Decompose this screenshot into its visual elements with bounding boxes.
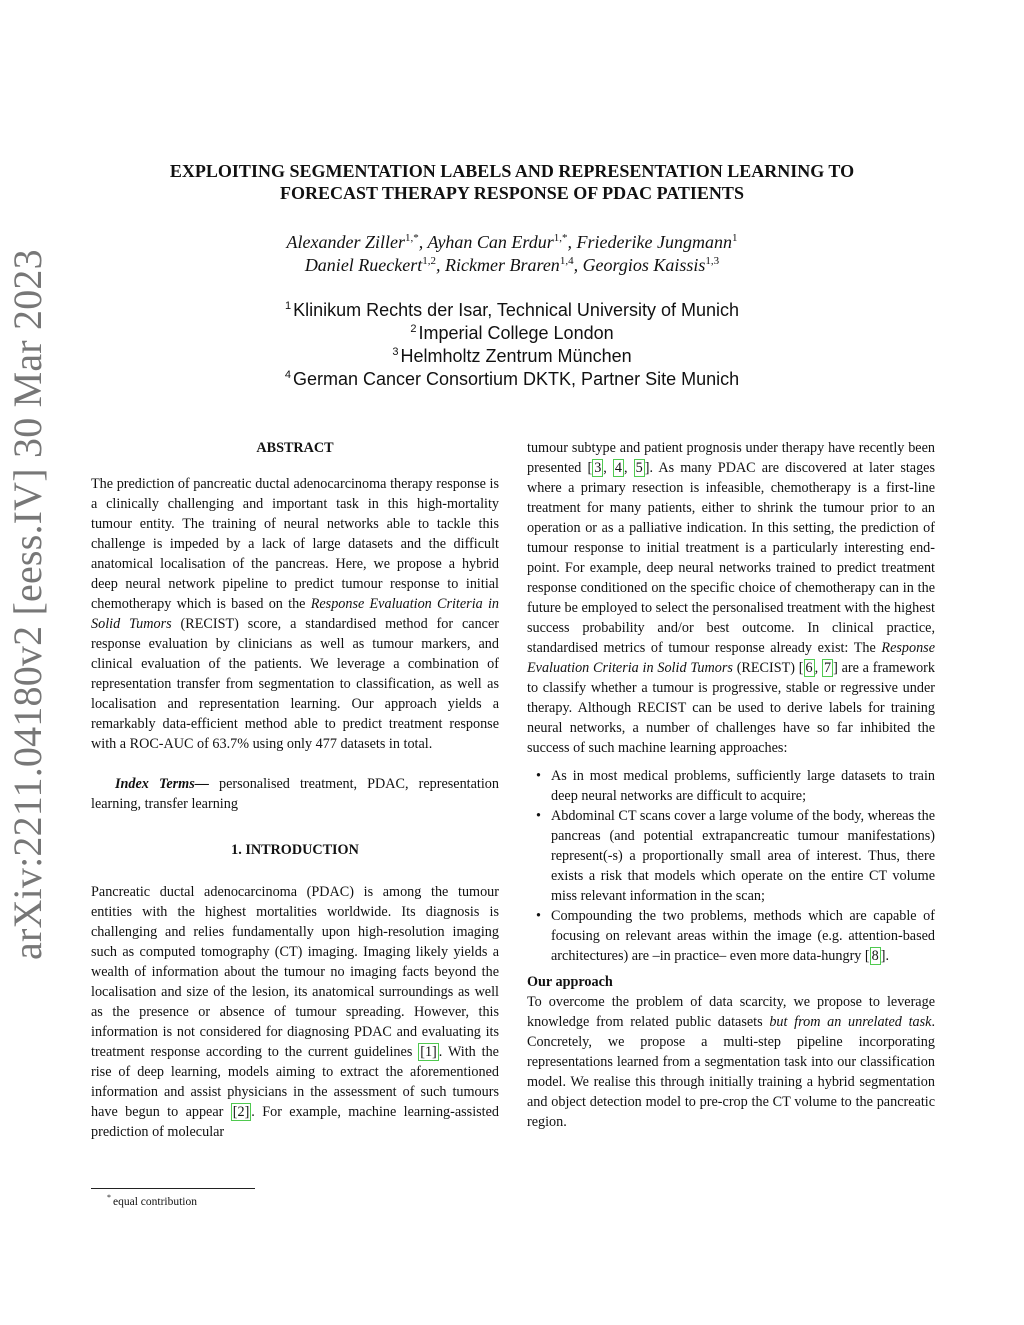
abstract-heading: ABSTRACT — [256, 440, 334, 456]
author-list — [100, 231, 924, 277]
author-affil-mark: 1,* — [553, 232, 568, 244]
abstract-italic-term: Response Evaluation Criteria in Solid Tumors — [91, 596, 499, 632]
index-terms-text: personalised treatment, PDAC, representation learning, transfer learning — [91, 776, 499, 812]
footnote-divider — [91, 1188, 255, 1189]
body-italic-term: Response Evaluation Criteria in Solid Tumors — [527, 640, 935, 676]
affiliation-text: Klinikum Rechts der Isar, Technical University of Munich — [293, 300, 739, 320]
affiliation-text: Helmholtz Zentrum München — [400, 346, 632, 366]
author-name: Alexander Ziller — [286, 232, 405, 252]
affiliation-item — [100, 368, 924, 391]
footnote-text: equal contribution — [113, 1196, 197, 1208]
citation-link[interactable]: 7 — [823, 660, 832, 676]
abstract-text-part: The prediction of pancreatic ductal adenocarcinoma therapy response is a clinically challenging and important task in this high-mortality tumour entity. The training of neural networks able to tackle this challenge is impeded by a lack of large datasets and the difficult anatomical localisation of the pancreas. Here, we propose a hybrid deep neural network pipeline to predict tumour response to initial chemotherapy which is based on the — [91, 476, 499, 612]
body-text-part: tumour subtype and patient prognosis under therapy have recently been presented [ — [527, 440, 935, 476]
index-terms-label: Index Terms— — [115, 776, 209, 792]
intro-text-part: . With the rise of deep learning, models aiming to extract the aforementioned information and assist physicians in the assessment of such tumours have begun to appear — [91, 1044, 499, 1120]
approach-italic-term: but from an unrelated task — [769, 1014, 932, 1030]
citation-link[interactable]: [2] — [232, 1104, 250, 1120]
index-terms — [91, 774, 499, 814]
affiliation-text: German Cancer Consortium DKTK, Partner Site Munich — [292, 369, 740, 389]
citation-link[interactable]: 6 — [805, 660, 813, 676]
author-line-2: Daniel Rueckert$^{1,2}$, Rickmer Braren$^{1,4}$, Georgios Kaissis$^{1,3}$ — [304, 255, 720, 275]
affiliation-number: 2 — [410, 323, 417, 335]
citation-link[interactable]: [1] — [420, 1044, 437, 1060]
citation-separator: , — [624, 460, 634, 476]
list-item — [527, 906, 935, 966]
list-item-text: Compounding the two problems, methods which are capable of focusing on relevant areas within the image (e.g. attention-based architectures) are –in practice– even more data-hungry [ — [551, 908, 935, 964]
introduction-body — [91, 882, 499, 1142]
author-name: Rickmer Braren — [445, 255, 560, 275]
author-affil-mark: 1,3 — [705, 255, 720, 267]
challenge-list — [527, 766, 935, 966]
body-text-part: ]. As many PDAC are discovered at later stages where a primary resection is infeasible, chemotherapy is a first-line treatment for many patients, either to shrink the tumour prior to an operation or as a palliative indication. In this setting, the prediction of tumour response to initial treatment is a particularly interesting end-point. For example, deep neural networks trained to predict treatment response conditioned on the specific choice of chemotherapy can in the future be employed to select the personalised treatment with the highest success probability and/or best outcome. In clinical practice, standardised metrics of tumour response already exist: The — [527, 460, 935, 656]
body-text-part: (RECIST) [ — [732, 660, 804, 676]
right-column-body — [527, 438, 935, 758]
affiliation-text: Imperial College London — [418, 323, 614, 343]
approach-body — [527, 992, 935, 1132]
citation-link[interactable]: 3 — [594, 460, 602, 476]
citation-separator: , — [814, 660, 822, 676]
left-column — [91, 438, 499, 1142]
author-affil-mark: 1,4 — [559, 255, 574, 267]
intro-text-part: . For example, machine learning-assisted prediction of molecular — [91, 1104, 499, 1140]
author-affil-mark: 1,* — [405, 232, 419, 244]
title-line-1: EXPLOITING SEGMENTATION LABELS AND REPRESENTATION LEARNING TO — [169, 161, 855, 181]
footnote-mark: * — [107, 1193, 111, 1203]
body-text-part: ] are a framework to classify whether a tumour is progressive, stable or regressive under therapy. Although RECIST can be used to derive labels for training neural networks, a number of challenges have so far inhibited the success of such machine learning approaches: — [527, 660, 935, 756]
author-name: Friederike Jungmann — [576, 232, 732, 252]
citation-link[interactable]: 8 — [871, 948, 879, 964]
footnote — [107, 1195, 197, 1209]
affiliation-item — [100, 322, 924, 345]
arxiv-identifier: arXiv:2211.04180v2 [eess.IV] 30 Mar 2023 — [5, 249, 50, 960]
list-item-text: ]. — [880, 948, 890, 964]
introduction-heading: 1. INTRODUCTION — [231, 842, 359, 858]
author-name: Ayhan Can Erdur — [427, 232, 554, 252]
author-name: Daniel Rueckert — [304, 255, 423, 275]
list-item: • As in most medical problems, sufficiently large datasets to train deep neural networks are difficult to acquire; — [527, 766, 935, 806]
approach-text-part: To overcome the problem of data scarcity, we propose to leverage knowledge from related public datasets — [527, 994, 935, 1030]
intro-text-part: Pancreatic ductal adenocarcinoma (PDAC) is among the tumour entities with the highest mortalities worldwide. Its diagnosis is challenging and relies fundamentally upon high-resolution imaging such as computed tomography (CT) imaging. Imaging likely yields a wealth of information about the tumour no imaging facts beyond the localisation and size of the lesion, its anatomical surroundings as well as the presence or absence of tumour spreading. However, this information is not considered for diagnosing PDAC and evaluating its treatment response according to the current guidelines — [91, 884, 499, 1060]
affiliation-number: 1 — [285, 300, 292, 312]
paper-title — [100, 160, 924, 204]
approach-text-part: . Concretely, we propose a multi-step pipeline incorporating representations learned from a segmentation task into our classification model. We realise this through initially training a hybrid segmentation and object detection model to pre-crop the CT volume to the pancreatic region. — [527, 1014, 935, 1130]
right-column — [527, 438, 935, 1132]
affiliation-number: 3 — [392, 346, 399, 358]
abstract-text-part: (RECIST) score, a standardised method for cancer response evaluation by clinicians as well as tumour markers, and clinical evaluation of the patients. We leverage a combination of representation transfer from segmentation to classification, as well as localisation and representation learning. Our approach yields a remarkably data-efficient method able to predict treatment response with a ROC-AUC of 63.7% using only 477 datasets in total. — [91, 616, 499, 752]
affiliation-number: 4 — [284, 369, 291, 381]
abstract-body — [91, 474, 499, 754]
title-line-2: FORECAST THERAPY RESPONSE OF PDAC PATIENTS — [280, 183, 744, 203]
list-item: • Abdominal CT scans cover a large volume of the body, whereas the pancreas (and potential extrapancreatic tumour manifestations) represent(-s) a proportionally small area of interest. Thus, there exists a risk that models which operate on the entire CT volume miss relevant information in the scan; — [527, 806, 935, 906]
citation-link[interactable]: 5 — [635, 460, 643, 476]
affiliation-item — [100, 299, 924, 322]
affiliation-item — [100, 345, 924, 368]
affiliation-list — [100, 299, 924, 391]
citation-link[interactable]: 4 — [614, 460, 623, 476]
approach-heading: Our approach — [527, 974, 613, 990]
author-name: Georgios Kaissis — [582, 255, 706, 275]
author-line-1: Alexander Ziller$^{1,*}$, Ayhan Can Erdur$^{1,*}$, Friederike Jungmann$^1$ — [286, 232, 738, 252]
citation-separator: , — [603, 460, 613, 476]
author-affil-mark: 1 — [731, 232, 738, 244]
author-affil-mark: 1,2 — [422, 255, 437, 267]
